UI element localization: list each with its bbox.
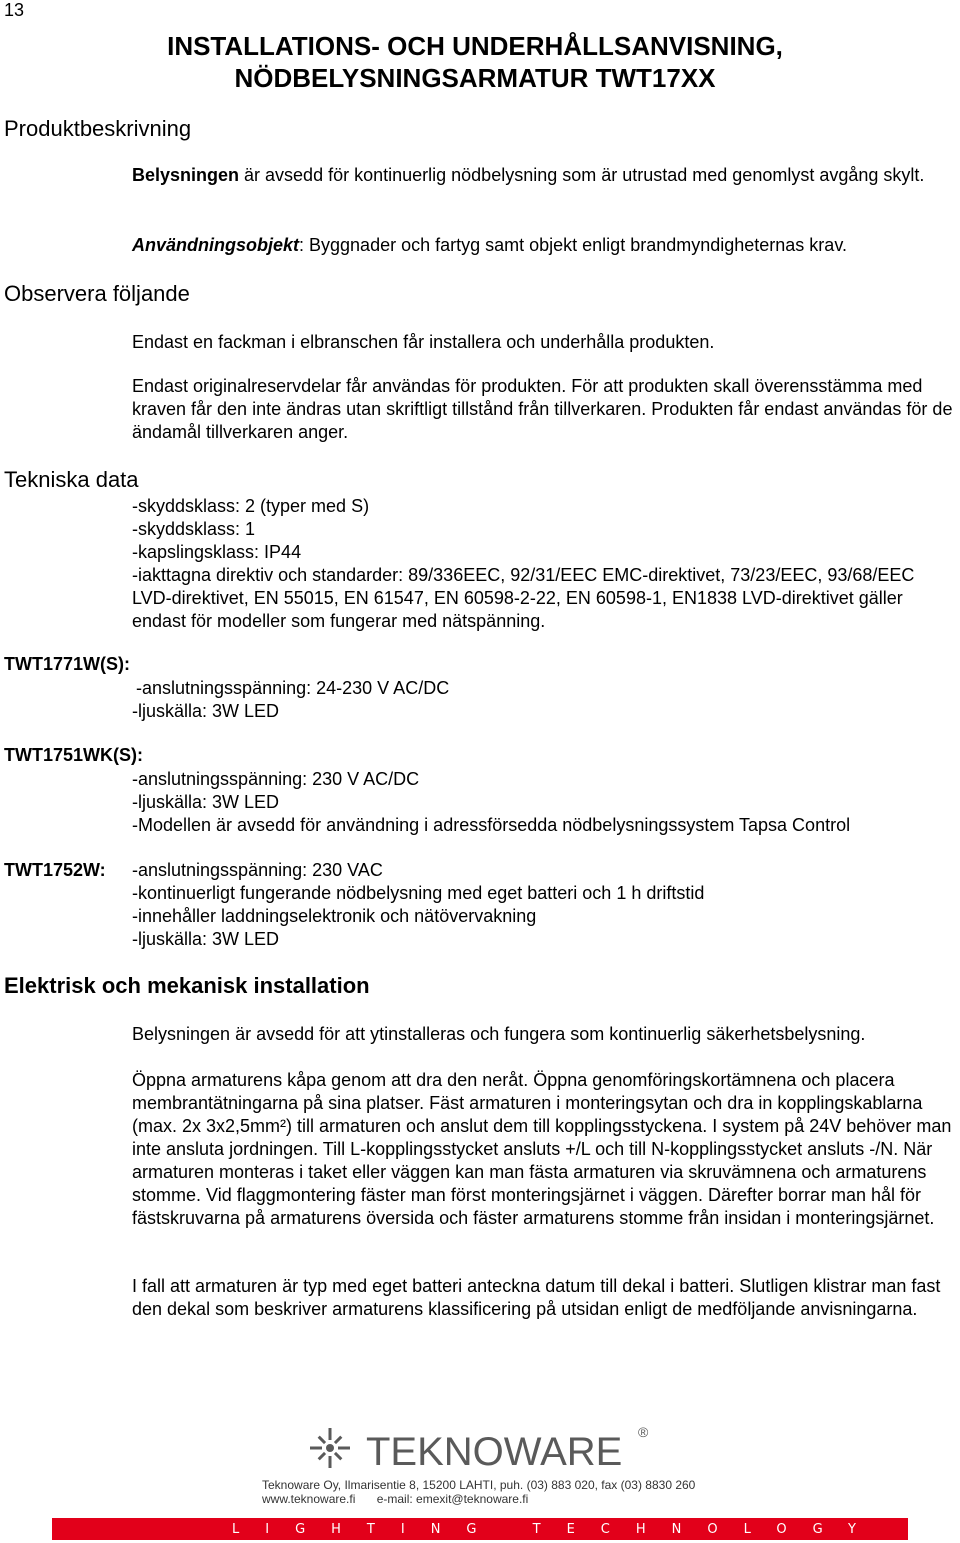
model-twt1752w-specs [132, 859, 704, 951]
brand-tagline: LIGHTING TECHNOLOGY [232, 1521, 882, 1537]
produkt-p1-rest: är avsedd för kontinuerlig nödbelysning som är utrustad med genomlyst avgång skylt. [239, 165, 925, 185]
installation-paragraph-1 [132, 1023, 957, 1046]
model-label-twt1771w: TWT1771W(S): [4, 654, 130, 674]
title-line-2: NÖDBELYSNINGSARMATUR TWT17XX [234, 63, 716, 93]
observera-p1: Endast en fackman i elbranschen får installera och underhålla produkten. [132, 332, 715, 352]
tekniska-line-3: -kapslingsklass: IP44 [132, 542, 302, 562]
brand-tagline-bar [52, 1518, 908, 1540]
produkt-p2-bold: Användningsobjekt [132, 235, 300, 255]
observera-paragraph-2 [132, 375, 957, 444]
model-label-twt1752w: TWT1752W: [4, 860, 106, 880]
twt1771w-voltage: -anslutningsspänning: 24-230 V AC/DC [136, 678, 450, 698]
model-twt1751wk-specs [132, 768, 850, 837]
tekniska-line-1: -skyddsklass: 2 (typer med S) [132, 496, 370, 516]
section-heading-produktbeskrivning: Produktbeskrivning [4, 116, 192, 141]
company-address: Teknoware Oy, Ilmarisentie 8, 15200 LAHTI, puh. (03) 883 020, fax (03) 8830 260 [262, 1478, 696, 1492]
company-email[interactable]: e-mail: emexit@teknoware.fi [376, 1492, 529, 1506]
company-contact [262, 1478, 702, 1506]
twt1771w-lightsource: -ljuskälla: 3W LED [132, 701, 280, 721]
observera-p2: Endast originalreservdelar får användas för produkten. För att produkten skall överensstämma med kraven får den inte ändras utan skriftligt tillstånd från tillverkaren. Produkten får endast användas för de ändamål tillverkaren anger. [132, 376, 953, 442]
twt1752w-electronics: -innehåller laddningselektronik och nätövervakning [132, 906, 537, 926]
twt1751wk-lightsource: -ljuskälla: 3W LED [132, 792, 280, 812]
registered-mark: ® [638, 1424, 649, 1440]
installation-p3: I fall att armaturen är typ med eget batteri anteckna datum till dekal i batteri. Slutligen klistrar man fast den dekal som beskriver armaturens klassificering på utsidan enligt de medföljande anvisningarna. [132, 1276, 941, 1319]
model-twt1771w-specs [132, 677, 450, 723]
page-number: 13 [4, 0, 25, 20]
installation-p1: Belysningen är avsedd för att ytinstalleras och fungera som kontinuerlig säkerhetsbelysning. [132, 1024, 866, 1044]
observera-paragraph-1 [132, 331, 957, 354]
section-heading-installation: Elektrisk och mekanisk installation [4, 973, 370, 998]
model-label-twt1751wk: TWT1751WK(S): [4, 745, 143, 765]
produkt-p2-rest: : Byggnader och fartyg samt objekt enligt brandmyndigheternas krav. [299, 235, 847, 255]
document-title [150, 30, 800, 94]
section-heading-observera: Observera följande [4, 281, 190, 306]
installation-paragraph-3 [132, 1275, 957, 1321]
teknoware-logo [300, 1423, 660, 1473]
twt1752w-voltage: -anslutningsspänning: 230 VAC [132, 860, 383, 880]
produkt-paragraph-2 [132, 234, 957, 257]
installation-p2: Öppna armaturens kåpa genom att dra den neråt. Öppna genomföringskortämnena och placera membrantätningarna på sina platser. Fäst armaturen i monteringsytan och dra in kopplingskablarna (max. 2x 3x2,5mm²) till armaturen och anslut dem till kopplingsstyckena. I system på 24V behöver man inte ansluta jordningen. Till L-kopplingsstycket ansluts +/L och till N-kopplingsstycket ansluts -/N. När armaturen monteras i taket eller väggen kan man fästa armaturen via skruvämnena och armaturens stomme. Vid flaggmontering fäster man först monteringsjärnet i väggen. Därefter borrar man hål för fästskruvarna på armaturens översida och fäster armaturens stomme från insidan i monteringsjärnet. [132, 1070, 952, 1228]
twt1752w-lightsource: -ljuskälla: 3W LED [132, 929, 280, 949]
twt1751wk-voltage: -anslutningsspänning: 230 V AC/DC [132, 769, 420, 789]
installation-paragraph-2 [132, 1069, 957, 1230]
logo-text: TEKNOWARE [366, 1430, 623, 1473]
tekniska-line-2: -skyddsklass: 1 [132, 519, 256, 539]
title-line-1: INSTALLATIONS- OCH UNDERHÅLLSANVISNING, [167, 31, 783, 61]
produkt-paragraph-1 [132, 164, 957, 187]
twt1751wk-note: -Modellen är avsedd för användning i adressförsedda nödbelysningssystem Tapsa Control [132, 815, 851, 835]
twt1752w-operation: -kontinuerligt fungerande nödbelysning med eget batteri och 1 h driftstid [132, 883, 705, 903]
company-website[interactable]: www.teknoware.fi [262, 1492, 356, 1506]
teknoware-logo-graphic [300, 1423, 660, 1473]
logo-mark-icon [310, 1428, 350, 1468]
tekniska-list [132, 495, 957, 633]
tekniska-line-4: -iakttagna direktiv och standarder: 89/336EEC, 92/31/EEC EMC-direktivet, 73/23/EEC, 93/68/EEC LVD-direktivet, EN 55015, EN 61547, EN 60598-2-22, EN 60598-1, EN1838 LVD-direktivet gäller endast för modeller som fungerar med nätspänning. [132, 565, 915, 631]
company-web-email [262, 1492, 702, 1506]
produkt-p1-bold: Belysningen [132, 165, 240, 185]
section-heading-tekniska: Tekniska data [4, 467, 139, 492]
